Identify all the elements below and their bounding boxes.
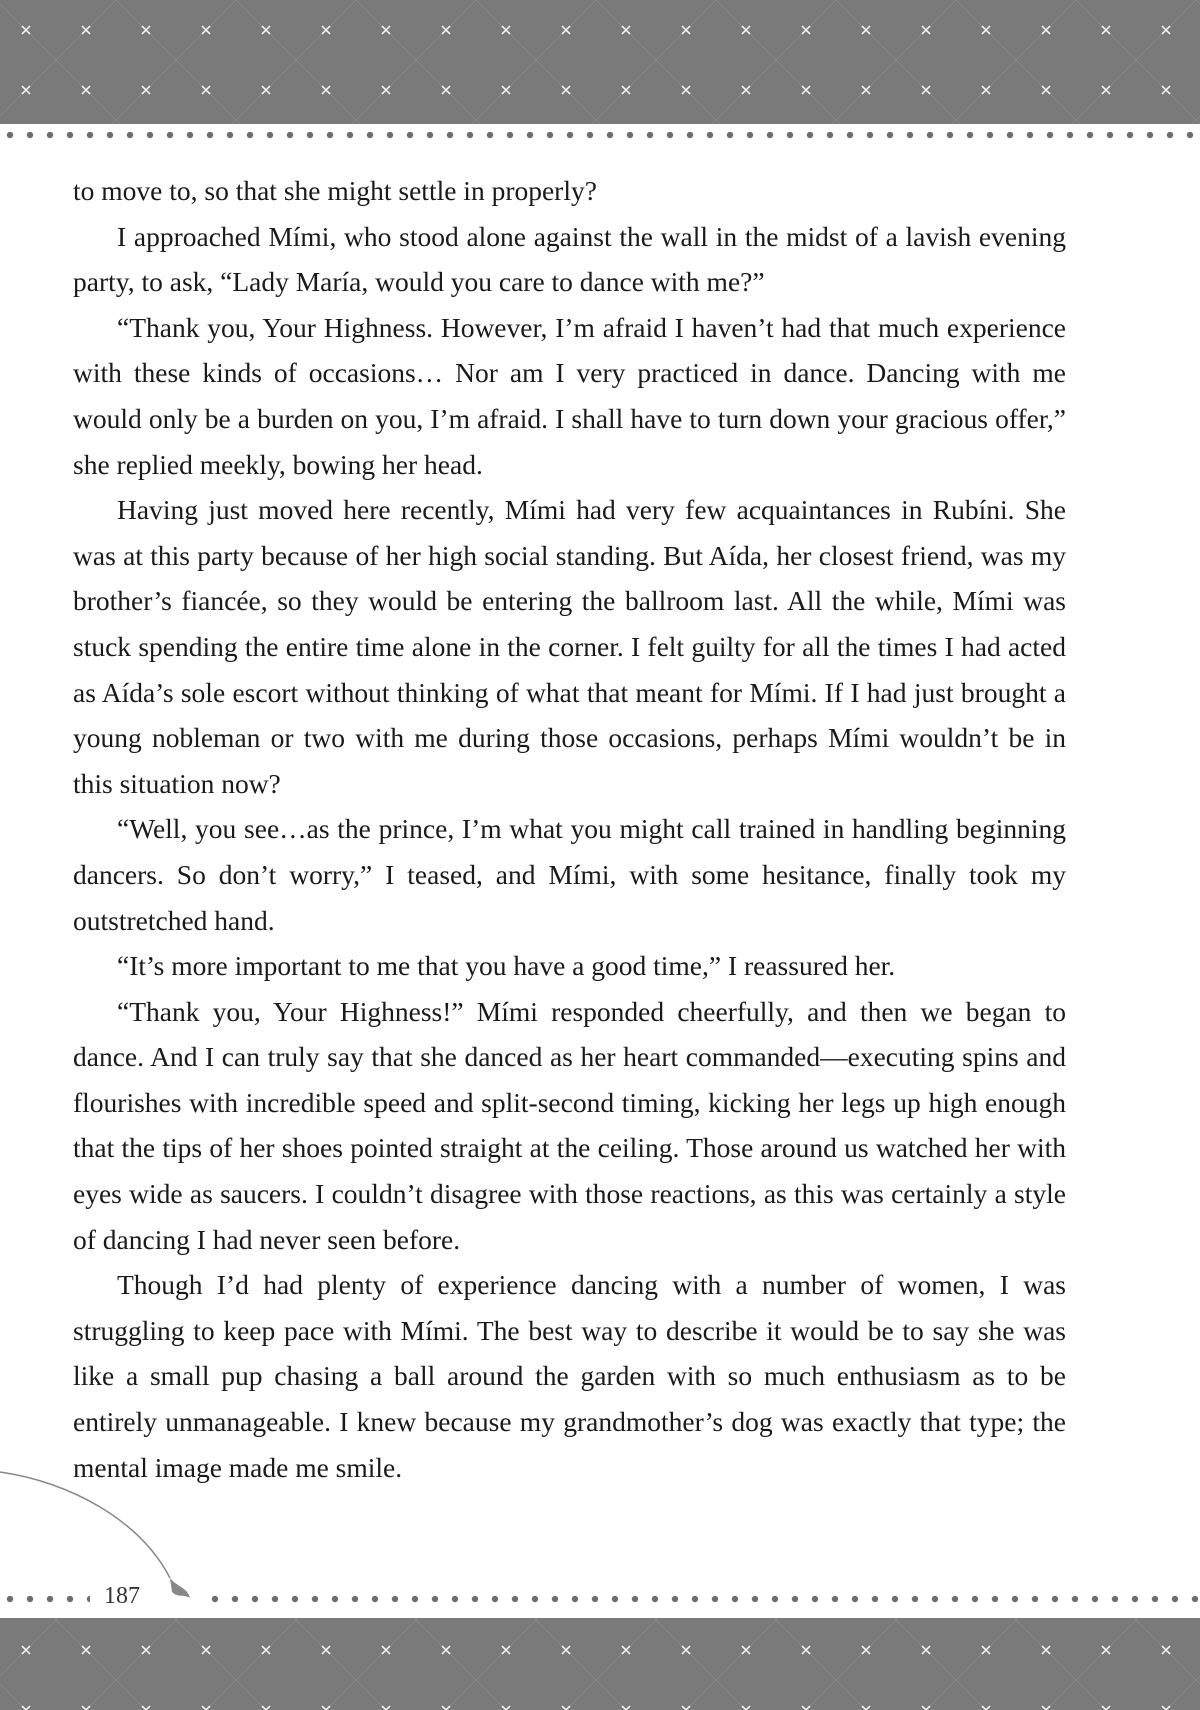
page-number: 187 (104, 1583, 140, 1609)
page-body-text (73, 168, 1066, 1490)
bottom-dot-divider (205, 1591, 1200, 1605)
paragraph: Though I’d had plenty of experience dancing with a number of women, I was struggling to keep pace with Mími. The best way to describe it would be to say she was like a small pup chasing a ball around the garden with so much enthusiasm as to be entirely unmanageable. I knew because my grandmother’s dog was exactly that type; the mental image made me smile. (73, 1269, 1066, 1483)
top-dot-divider (0, 127, 1200, 141)
bottom-dot-divider-left (0, 1591, 90, 1605)
paragraph: I approached Mími, who stood alone against the wall in the midst of a lavish evening party, to ask, “Lady María, would you care to dance with me?” (73, 220, 1066, 298)
paragraph: “Thank you, Your Highness!” Mími responded cheerfully, and then we began to dance. And I can truly say that she danced as her heart commanded—executing spins and flourishes with incredible speed and split-second timing, kicking her legs up high enough that the tips of her shoes pointed straight at the ceiling. Those around us watched her with eyes wide as saucers. I couldn’t disagree with those reactions, as this was certainly a style of dancing I had never seen before. (73, 995, 1066, 1255)
paragraph: to move to, so that she might settle in properly? (73, 175, 597, 206)
bottom-argyle-border (0, 1618, 1200, 1710)
paragraph: Having just moved here recently, Mími had very few acquaintances in Rubíni. She was at this party because of her high social standing. But Aída, her closest friend, was my brother’s fiancée, so they would be entering the ballroom last. All the while, Mími was stuck spending the entire time alone in the corner. I felt guilty for all the times I had acted as Aída’s sole escort without thinking of what that meant for Mími. If I had just brought a young nobleman or two with me during those occasions, perhaps Mími wouldn’t be in this situation now? (73, 494, 1066, 799)
top-argyle-border (0, 0, 1200, 124)
paragraph: “Thank you, Your Highness. However, I’m afraid I haven’t had that much experience with these kinds of occasions… Nor am I very practiced in dance. Dancing with me would only be a burden on you, I’m afraid. I shall have to turn down your gracious offer,” she replied meekly, bowing her head. (73, 311, 1066, 480)
paragraph: “It’s more important to me that you have a good time,” I reassured her. (117, 950, 896, 982)
paragraph: “Well, you see…as the prince, I’m what you might call trained in handling beginning dancers. So don’t worry,” I teased, and Mími, with some hesitance, finally took my outstretched hand. (73, 813, 1066, 936)
